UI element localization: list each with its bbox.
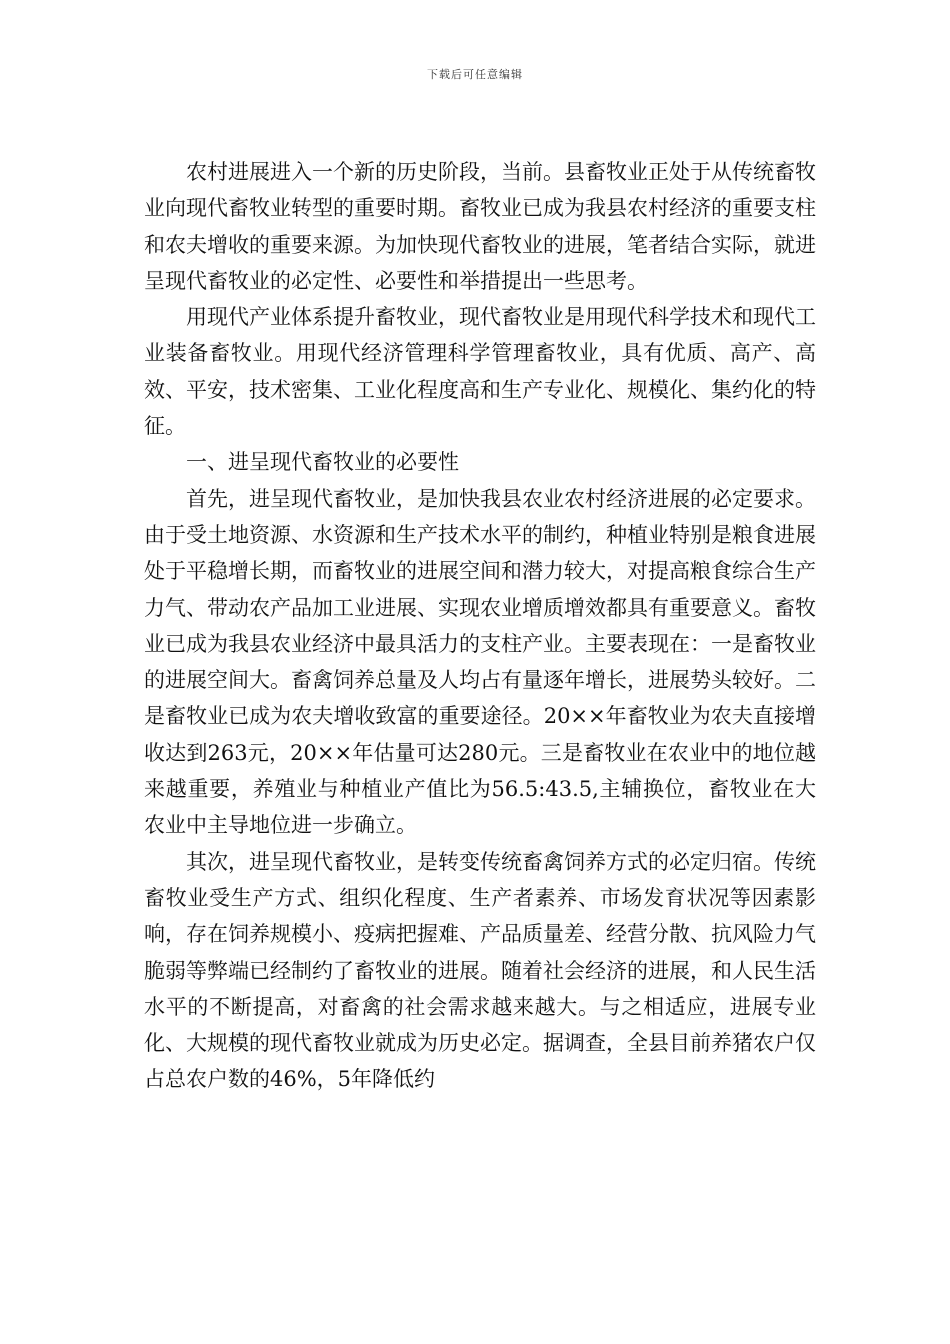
document-body [144, 154, 816, 1098]
paragraph-intro: 农村进展进入一个新的历史阶段，当前。县畜牧业正处于从传统畜牧业向现代畜牧业转型的重要时期。畜牧业已成为我县农村经济的重要支柱和农夫增收的重要来源。为加快现代畜牧业的进展，笔者结合实际，就进呈现代畜牧业的必定性、必要性和举措提出一些思考。 [144, 160, 816, 293]
paragraph-definition: 用现代产业体系提升畜牧业，现代畜牧业是用现代科学技术和现代工业装备畜牧业。用现代经济管理科学管理畜牧业，具有优质、高产、高效、平安，技术密集、工业化程度高和生产专业化、规模化、集约化的特征。 [144, 305, 816, 439]
section-heading: 一、进呈现代畜牧业的必要性 [186, 450, 459, 475]
paragraph-second-reason: 其次，进呈现代畜牧业，是转变传统畜禽饲养方式的必定归宿。传统畜牧业受生产方式、组织化程度、生产者素养、市场发育状况等因素影响，存在饲养规模小、疫病把握难、产品质量差、经营分散、抗风险力气脆弱等弊端已经制约了畜牧业的进展。随着社会经济的进展，和人民生活水平的不断提高，对畜禽的社会需求越来越大。与之相适应，进展专业化、大规模的现代畜牧业就成为历史必定。据调查，全县目前养猪农户仅占总农户数的46%，5年降低约 [144, 849, 816, 1092]
page-header: 下载后可任意编辑 [427, 68, 523, 81]
paragraph-first-reason: 首先，进呈现代畜牧业，是加快我县农业农村经济进展的必定要求。由于受土地资源、水资源和生产技术水平的制约，种植业特别是粮食进展处于平稳增长期，而畜牧业的进展空间和潜力较大，对提高粮食综合生产力气、带动农产品加工业进展、实现农业增质增效都具有重要意义。畜牧业已成为我县农业经济中最具活力的支柱产业。主要表现在：一是畜牧业的进展空间大。畜禽饲养总量及人均占有量逐年增长，进展势头较好。二是畜牧业已成为农夫增收致富的重要途径。20××年畜牧业为农夫直接增收达到263元，20××年估量可达280元。三是畜牧业在农业中的地位越来越重要，养殖业与种植业产值比为56.5:43.5,主辅换位，畜牧业在大农业中主导地位进一步确立。 [144, 486, 816, 838]
